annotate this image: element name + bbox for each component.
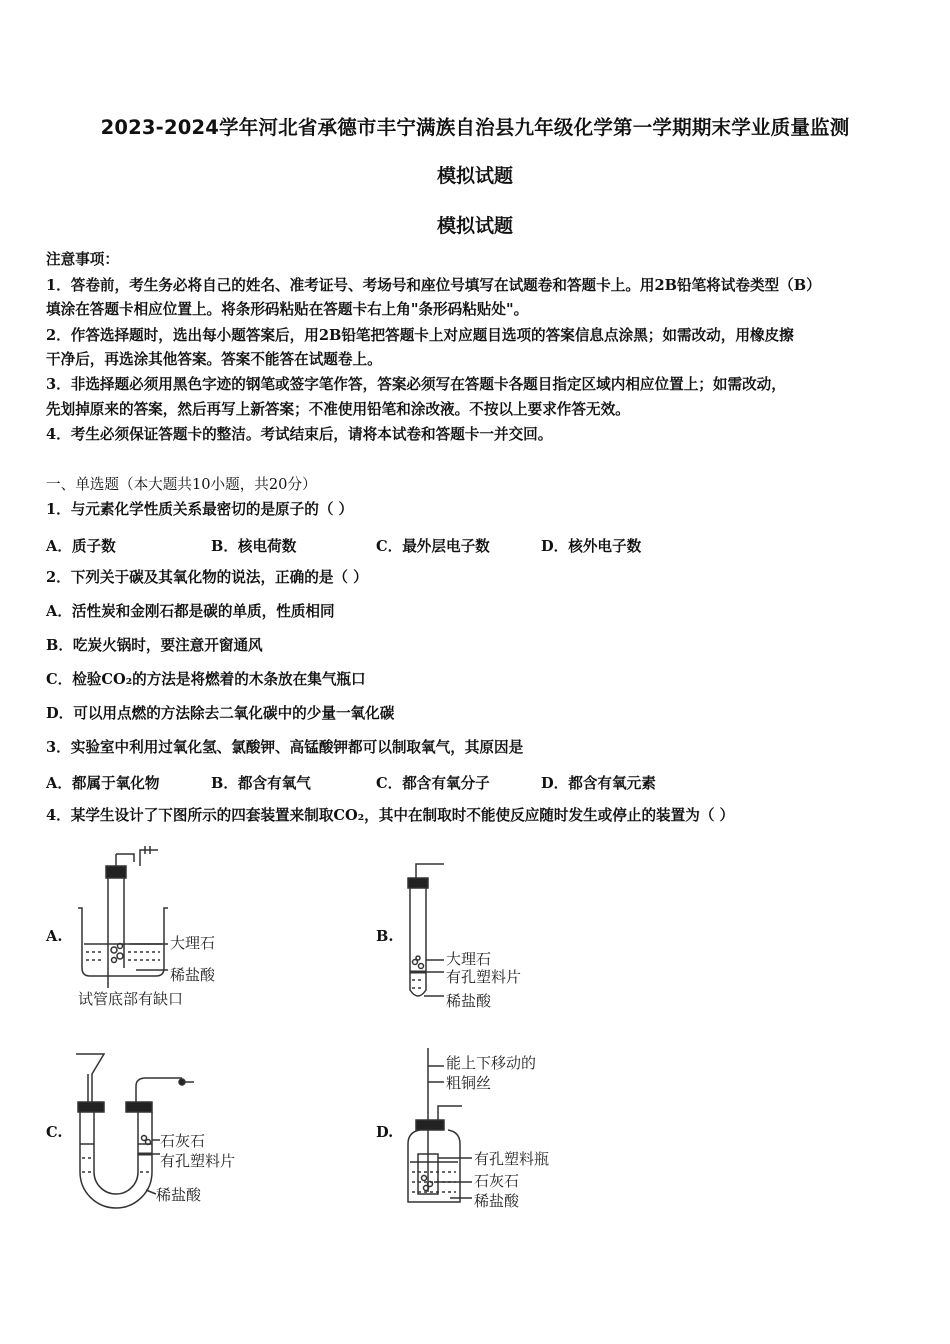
notice-line: 2．作答选择题时，选出每小题答案后，用2B铅笔把答题卡上对应题目选项的答案信息点涂黑；如需改动，用橡皮擦	[46, 327, 794, 344]
diagram-a-label-marble: 大理石	[170, 934, 216, 952]
apparatus-diagram-d	[400, 1042, 590, 1217]
q3-option-d: D．都含有氧元素	[541, 775, 656, 792]
diagram-c-label-limestone: 石灰石	[160, 1132, 206, 1150]
q1-option-a: A．质子数	[46, 538, 116, 555]
notice-line: 先划掉原来的答案，然后再写上新答案；不准使用铅笔和涂改液。不按以上要求作答无效。	[46, 401, 630, 418]
q2-option-b: B．吃炭火锅时，要注意开窗通风	[46, 637, 263, 654]
q3-option-a: A．都属于氧化物	[46, 775, 160, 792]
diagram-letter-b: B.	[376, 928, 394, 945]
q3-option-b: B．都含有氧气	[211, 775, 311, 792]
diagram-letter-a: A.	[46, 928, 63, 945]
question-3-stem: 3．实验室中利用过氧化氢、氯酸钾、高锰酸钾都可以制取氧气，其原因是	[46, 739, 524, 756]
q2-option-d: D．可以用点燃的方法除去二氧化碳中的少量一氧化碳	[46, 705, 395, 722]
diagram-letter-d: D.	[376, 1124, 394, 1141]
diagram-b-label-acid: 稀盐酸	[446, 992, 492, 1010]
apparatus-diagram-c	[70, 1048, 270, 1218]
exam-subtitle: 模拟试题	[436, 165, 513, 187]
diagram-d-label-wire: 粗铜丝	[446, 1074, 492, 1092]
question-2-stem: 2．下列关于碳及其氧化物的说法，正确的是（ ）	[46, 569, 368, 586]
q1-option-d: D．核外电子数	[541, 538, 642, 555]
notice-line: 干净后，再选涂其他答案。答案不能答在试题卷上。	[46, 351, 382, 368]
diagram-c-label-plate: 有孔塑料片	[160, 1152, 236, 1170]
diagram-d-label-bottle: 有孔塑料瓶	[474, 1150, 550, 1168]
question-4-stem: 4．某学生设计了下图所示的四套装置来制取CO₂，其中在制取时不能使反应随时发生或停止的装置为（ ）	[46, 807, 735, 824]
diagram-a-label-acid: 稀盐酸	[170, 966, 216, 984]
notice-line: 1．答卷前，考生务必将自己的姓名、准考证号、考场号和座位号填写在试题卷和答题卡上。用2B铅笔将试卷类型（B）	[46, 277, 821, 294]
apparatus-diagram-a	[70, 838, 270, 1013]
q3-option-c: C．都含有氧分子	[376, 775, 490, 792]
section-heading: 一、单选题（本大题共10小题，共20分）	[46, 476, 317, 493]
notice-line: 4．考生必须保证答题卡的整洁。考试结束后，请将本试卷和答题卡一并交回。	[46, 426, 553, 443]
exam-title: 2023-2024学年河北省承德市丰宁满族自治县九年级化学第一学期期末学业质量监测	[100, 116, 850, 139]
q1-option-c: C．最外层电子数	[376, 538, 490, 555]
exam-subtitle-repeat: 模拟试题	[436, 215, 513, 237]
diagram-b-label-plate: 有孔塑料片	[446, 968, 522, 986]
diagram-d-label-acid: 稀盐酸	[474, 1192, 520, 1210]
notice-heading: 注意事项：	[46, 251, 119, 268]
diagram-d-label-movable: 能上下移动的	[446, 1054, 537, 1072]
diagram-letter-c: C.	[46, 1124, 63, 1141]
apparatus-diagram-b	[400, 858, 570, 1013]
notice-line: 填涂在答题卡相应位置上。将条形码粘贴在答题卡右上角"条形码粘贴处"。	[46, 301, 529, 318]
q2-option-a: A．活性炭和金刚石都是碳的单质，性质相同	[46, 603, 335, 620]
notice-line: 3．非选择题必须用黑色字迹的钢笔或签字笔作答，答案必须写在答题卡各题目指定区域内相应位置上；如需改动，	[46, 376, 786, 393]
diagram-b-label-marble: 大理石	[446, 950, 492, 968]
diagram-c-label-acid: 稀盐酸	[156, 1186, 202, 1204]
diagram-a-label-notch: 试管底部有缺口	[78, 990, 184, 1008]
question-1-stem: 1．与元素化学性质关系最密切的是原子的（ ）	[46, 501, 354, 518]
diagram-d-label-limestone: 石灰石	[474, 1172, 520, 1190]
q1-option-b: B．核电荷数	[211, 538, 297, 555]
q2-option-c: C．检验CO₂的方法是将燃着的木条放在集气瓶口	[46, 671, 366, 688]
